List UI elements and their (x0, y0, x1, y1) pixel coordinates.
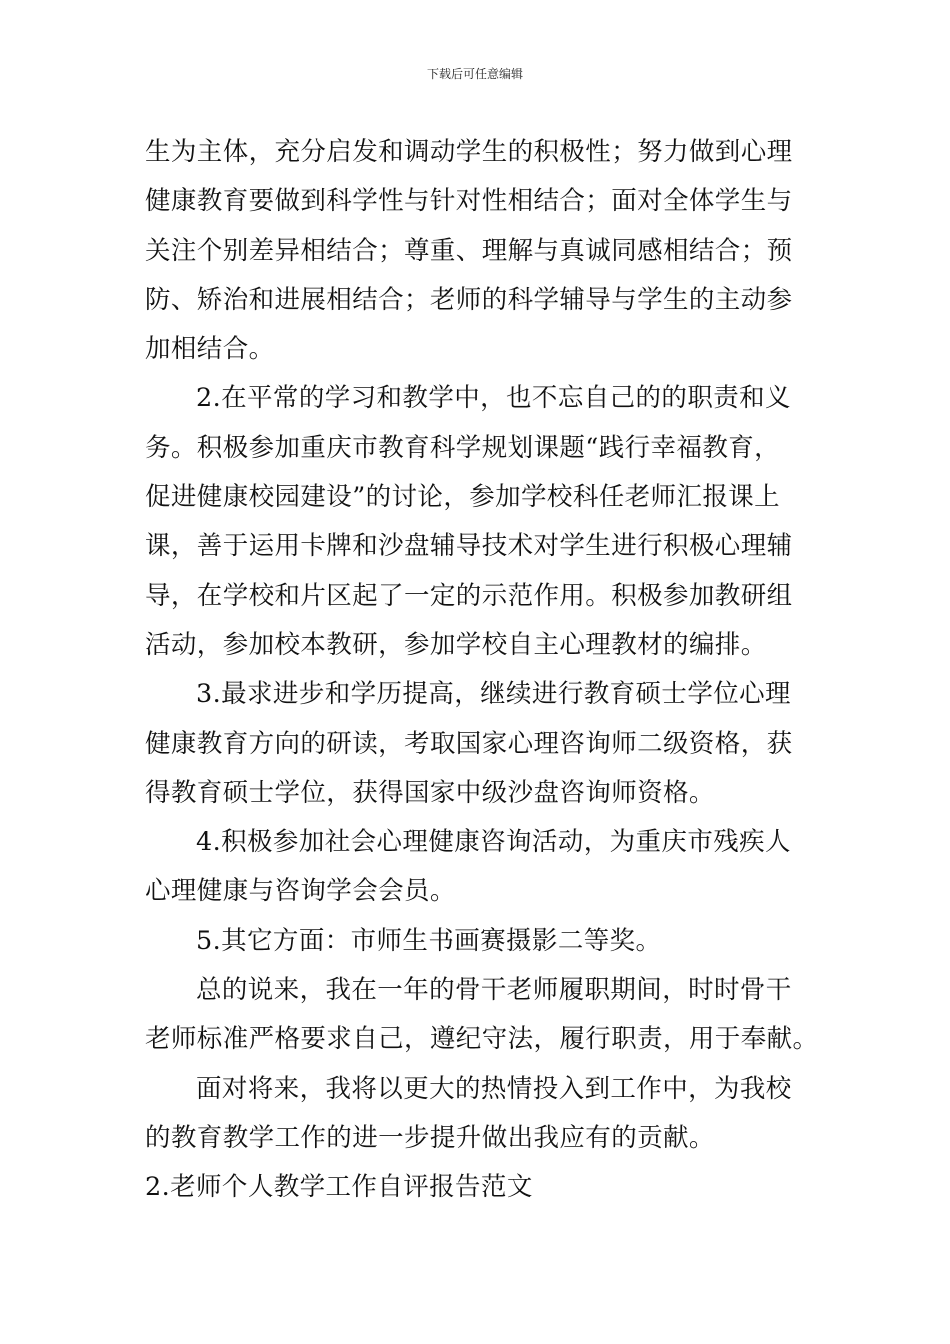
text-line: 课，善于运用卡牌和沙盘辅导技术对学生进行积极心理辅 (145, 531, 793, 562)
page-header: 下载后可任意编辑 (426, 67, 523, 81)
text-line: 的教育教学工作的进一步提升做出我应有的贡献。 (145, 1122, 715, 1153)
text-line-indented: 面对将来，我将以更大的热情投入到工作中，为我校 (196, 1073, 792, 1104)
text-line: 心理健康与咨询学会会员。 (145, 876, 456, 907)
text-line: 促进健康校园建设”的讨论，参加学校科任老师汇报课上 (145, 482, 781, 513)
text-line: 生为主体，充分启发和调动学生的积极性；努力做到心理 (145, 137, 793, 167)
text-line: 健康教育方向的研读，考取国家心理咨询师二级资格，获 (145, 728, 793, 759)
text-line: 关注个别差异相结合；尊重、理解与真诚同感相结合；预 (145, 235, 793, 266)
text-line-indented: 3.最求进步和学历提高，继续进行教育硕士学位心理 (196, 679, 791, 710)
text-line-indented: 4.积极参加社会心理健康咨询活动，为重庆市残疾人 (196, 827, 791, 858)
text-line: 活动，参加校本教研，参加学校自主心理教材的编排。 (145, 629, 767, 660)
text-line: 得教育硕士学位，获得国家中级沙盘咨询师资格。 (145, 777, 715, 808)
text-line-indented: 5.其它方面：市师生书画赛摄影二等奖。 (196, 925, 662, 956)
text-line: 老师标准严格要求自己，遵纪守法，履行职责，用于奉献。 (145, 1024, 819, 1055)
text-line: 导，在学校和片区起了一定的示范作用。积极参加教研组 (145, 580, 793, 611)
document-body (145, 128, 819, 1213)
section-heading: 2.老师个人教学工作自评报告范文 (145, 1172, 533, 1203)
text-line: 务。积极参加重庆市教育科学规划课题“践行幸福教育， (145, 432, 781, 463)
text-line: 防、矫治和进展相结合；老师的科学辅导与学生的主动参 (145, 284, 793, 315)
text-line-indented: 2.在平常的学习和教学中，也不忘自己的的职责和义 (196, 383, 791, 414)
text-line-indented: 总的说来，我在一年的骨干老师履职期间，时时骨干 (196, 975, 792, 1006)
text-line: 加相结合。 (145, 334, 275, 365)
text-line: 健康教育要做到科学性与针对性相结合；面对全体学生与 (145, 186, 793, 217)
